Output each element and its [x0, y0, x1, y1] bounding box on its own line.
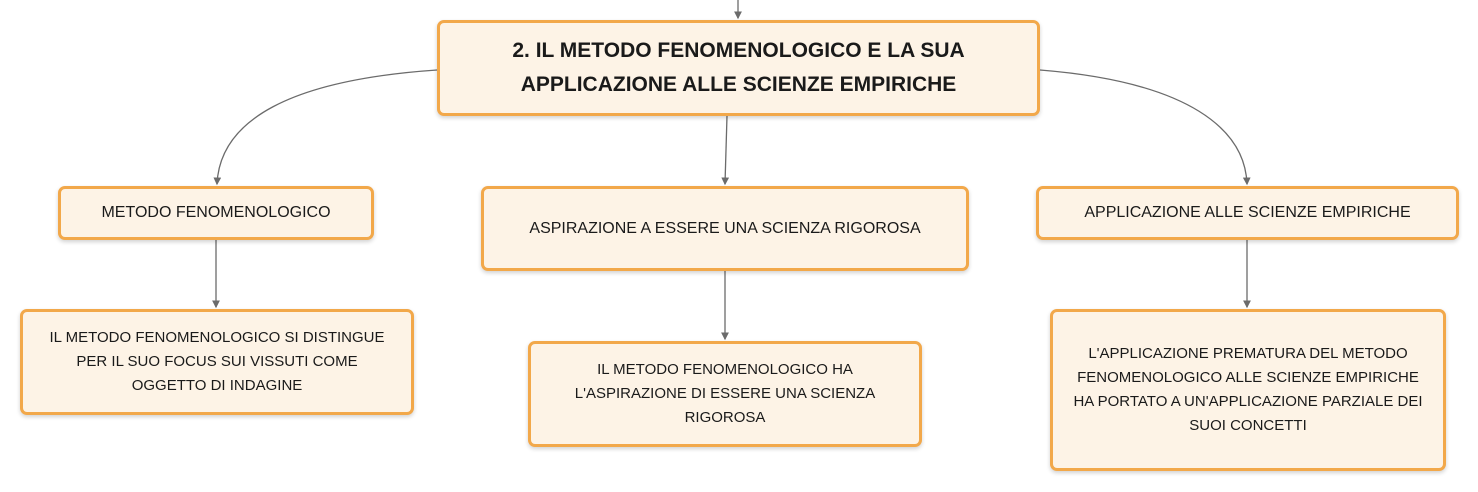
root-title-line2: APPLICAZIONE ALLE SCIENZE EMPIRICHE [520, 73, 957, 96]
node-metodo-detail-text: IL METODO FENOMENOLOGICO SI DISTINGUE PER IL SUO FOCUS SUI VISSUTI COME OGGETTO DI INDAGINE [49, 329, 385, 394]
node-aspirazione-detail-text: IL METODO FENOMENOLOGICO HA L'ASPIRAZIONE DI ESSERE UNA SCIENZA RIGOROSA [574, 361, 876, 426]
connector-root-to-metodo [217, 70, 437, 184]
node-metodo-detail[interactable] [20, 309, 414, 415]
node-aspirazione-detail[interactable] [528, 341, 922, 447]
root-title-line1: 2. IL METODO FENOMENOLOGICO E LA SUA [512, 39, 965, 62]
connector-root-to-aspirazione [725, 116, 727, 184]
node-applicazione-detail[interactable] [1050, 309, 1446, 471]
node-applicazione-scienze-empiriche-label: APPLICAZIONE ALLE SCIENZE EMPIRICHE [1084, 204, 1411, 221]
node-aspirazione-scienza-rigorosa[interactable] [481, 186, 969, 271]
root-title [512, 34, 964, 102]
connector-root-to-applicazione [1040, 70, 1247, 184]
node-applicazione-detail-text: L'APPLICAZIONE PREMATURA DEL METODO FENOMENOLOGICO ALLE SCIENZE EMPIRICHE HA PORTATO A UN'APPLICAZIONE PARZIALE DEI SUOI CONCETTI [1073, 345, 1423, 434]
node-metodo-fenomenologico-label: METODO FENOMENOLOGICO [101, 204, 331, 221]
root-node[interactable] [437, 20, 1040, 116]
node-applicazione-scienze-empiriche[interactable] [1036, 186, 1459, 240]
node-aspirazione-scienza-rigorosa-label: ASPIRAZIONE A ESSERE UNA SCIENZA RIGOROSA [529, 219, 921, 237]
node-metodo-fenomenologico[interactable] [58, 186, 374, 240]
